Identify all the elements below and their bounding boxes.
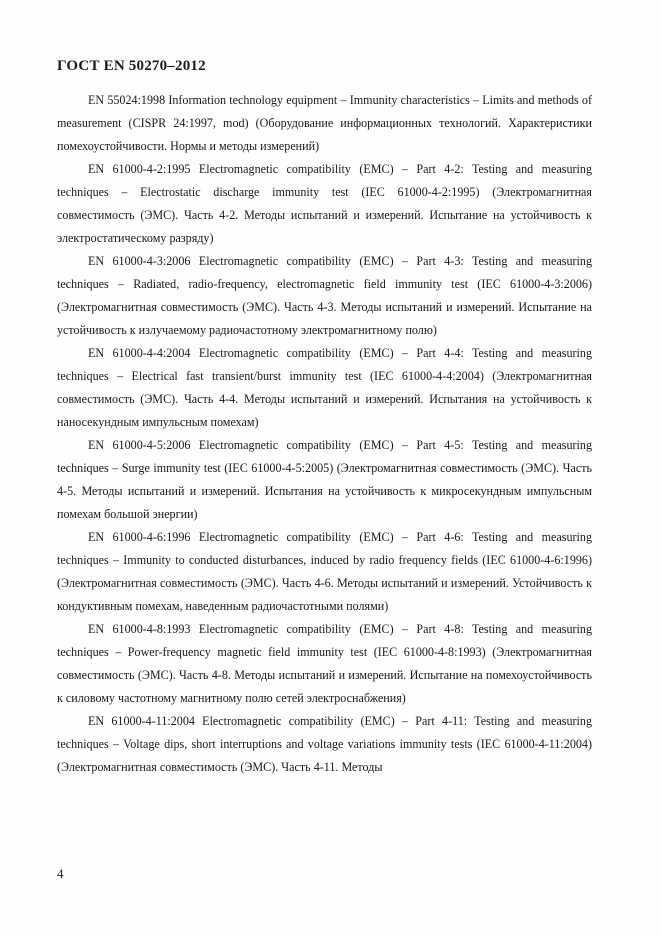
reference-entry-en-55024: EN 55024:1998 Information technology equipment – Immunity characteristics – Limits and methods of measurement (CISPR 24:1997, mod) (Оборудование информационных технологий. Характеристики помехоустойчивости. Нормы и методы измерений): [57, 93, 592, 153]
page-number: 4: [57, 866, 64, 881]
reference-entry-en-61000-4-4: EN 61000-4-4:2004 Electromagnetic compatibility (EMC) – Part 4-4: Testing and measuring techniques – Electrical fast transient/burst immunity test (IEC 61000-4-4:2004) (Электромагнитная совместимость (ЭМС). Часть 4-4. Методы испытаний и измерений. Испытания на устойчивость к наносекундным импульсным помехам): [57, 346, 592, 429]
reference-entry-en-61000-4-3: EN 61000-4-3:2006 Electromagnetic compatibility (EMC) – Part 4-3: Testing and measuring techniques – Radiated, radio-frequency, electromagnetic field immunity test (IEC 61000-4-3:2006) (Электромагнитная совместимость (ЭМС). Часть 4-3. Методы испытаний и измерений. Испытание на устойчивость к излучаемому радиочастотному электромагнитному полю): [57, 254, 592, 337]
document-header: ГОСТ EN 50270–2012: [57, 58, 206, 74]
reference-entry-en-61000-4-8: EN 61000-4-8:1993 Electromagnetic compatibility (EMC) – Part 4-8: Testing and measuring techniques – Power-frequency magnetic field immunity test (IEC 61000-4-8:1993) (Электромагнитная совместимость (ЭМС). Часть 4-8. Методы испытаний и измерений. Испытание на помехоустойчивость к силовому частотному магнитному полю сетей электроснабжения): [57, 622, 592, 705]
reference-entry-en-61000-4-2: EN 61000-4-2:1995 Electromagnetic compatibility (EMC) – Part 4-2: Testing and measuring techniques – Electrostatic discharge immunity test (IEC 61000-4-2:1995) (Электромагнитная совместимость (ЭМС). Часть 4-2. Методы испытаний и измерений. Испытание на устойчивость к электростатическому разряду): [57, 162, 592, 245]
reference-entry-en-61000-4-6: EN 61000-4-6:1996 Electromagnetic compatibility (EMC) – Part 4-6: Testing and measuring techniques – Immunity to conducted disturbances, induced by radio frequency fields (IEC 61000-4-6:1996) (Электромагнитная совместимость (ЭМС). Часть 4-6. Методы испытаний и измерений. Устойчивость к кондуктивным помехам, наведенным радиочастотными полями): [57, 530, 592, 613]
reference-entry-en-61000-4-11: EN 61000-4-11:2004 Electromagnetic compatibility (EMC) – Part 4-11: Testing and measuring techniques – Voltage dips, short interruptions and voltage variations immunity tests (IEC 61000-4-11:2004) (Электромагнитная совместимость (ЭМС). Часть 4-11. Методы: [57, 714, 592, 774]
normative-references-list: [57, 89, 592, 779]
reference-entry-en-61000-4-5: EN 61000-4-5:2006 Electromagnetic compatibility (EMC) – Part 4-5: Testing and measuring techniques – Surge immunity test (IEC 61000-4-5:2005) (Электромагнитная совместимость (ЭМС). Часть 4-5. Методы испытаний и измерений. Испытания на устойчивость к микросекундным импульсным помехам большой энергии): [57, 438, 592, 521]
